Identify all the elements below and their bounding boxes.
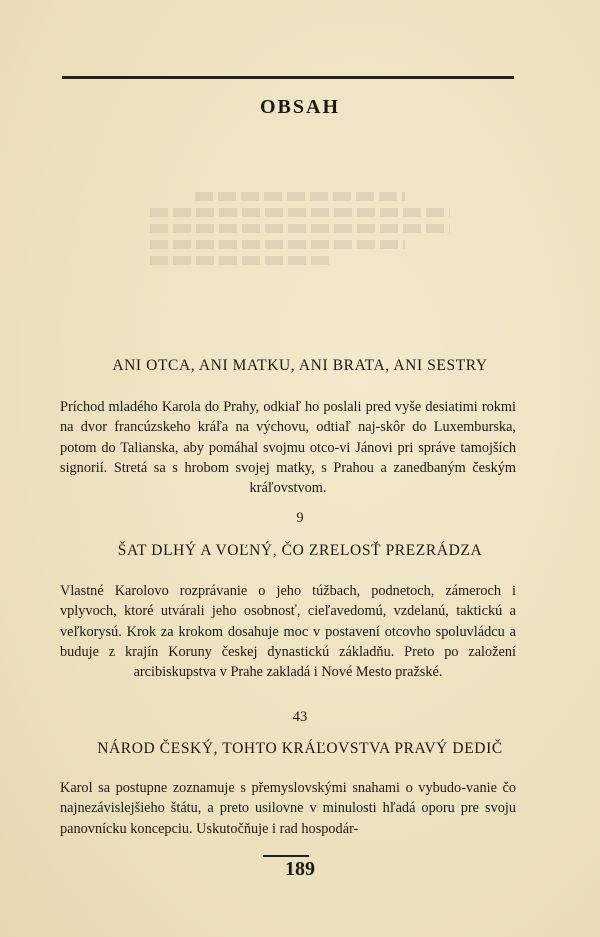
top-rule [62,76,514,79]
folio-rule [263,855,309,857]
section-title: ŠAT DLHÝ A VOĽNÝ, ČO ZRELOSŤ PREZRÁDZA [117,542,483,559]
section-description [60,397,516,498]
section-page-number: 9 [296,510,304,526]
page-heading: OBSAH [259,96,341,118]
section-text: Karol sa postupne zoznamuje s přemyslovskými snahami o vybudo-vanie čo najnezávislejšieho štátu, a preto usilovne v minulosti hľadá oporu pre svoju panovnícku koncepciu. Uskutočňuje i rad hospodár- [60,780,516,837]
section-description [60,581,516,682]
section-description [60,778,516,839]
section-text: Vlastné Karolovo rozprávanie o jeho túžbach, podnetoch, zámeroch i vplyvoch, ktoré utvárali jeho osobnosť, cieľavedomú, vzdelanú, taktickú a veľkorysú. Krok za krokom dosahuje moc v postavení otcovho spoluvládcu a buduje z krajín Koruny českej dynastickú základňu. Preto po založení arcibiskupstva v Prahe zakladá i Nové Mesto pražské. [60,583,516,681]
section-title: NÁROD ČESKÝ, TOHTO KRÁĽOVSTVA PRAVÝ DEDIČ [97,740,503,757]
section-page-number: 43 [292,709,308,725]
section-title: ANI OTCA, ANI MATKU, ANI BRATA, ANI SESTRY [112,357,488,374]
folio-page-number: 189 [285,858,315,880]
show-through-text [150,185,450,325]
section-text: Príchod mladého Karola do Prahy, odkiaľ ho poslali pred vyše desiatimi rokmi na dvor francúzskeho kráľa na výchovu, odtiaľ naj-skôr do Luxemburska, potom do Talianska, aby pomáhal svojmu otco-vi Jánovi pri správe tamojších signorií. Stretá sa s hrobom svojej matky, s Prahou a zanedbaným českým kráľovstvom. [60,399,516,497]
